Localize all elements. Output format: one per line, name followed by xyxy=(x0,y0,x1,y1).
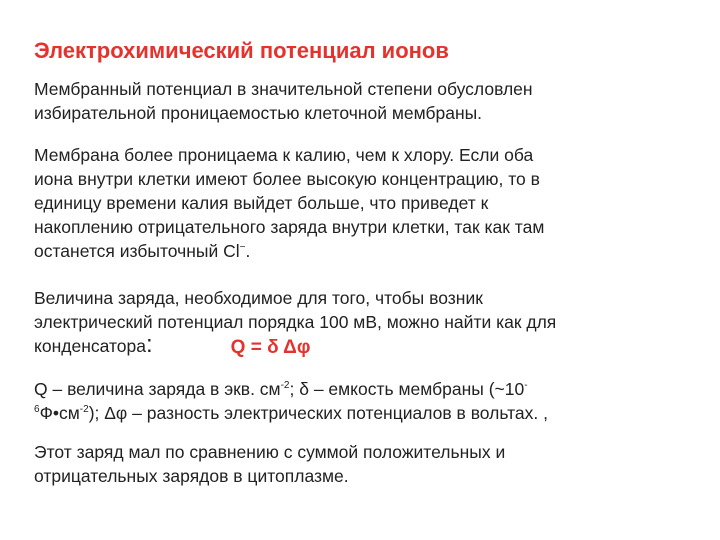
text-fragment: . xyxy=(245,241,251,261)
text-line xyxy=(34,401,704,425)
text-line: единицу времени калия выйдет больше, что приведет к xyxy=(34,193,489,213)
paragraph-membrane-potential xyxy=(34,77,704,125)
paragraph-permeability xyxy=(34,143,704,263)
text-fragment: ; δ – емкость мембраны (~10 xyxy=(289,379,525,399)
superscript: − xyxy=(239,242,246,253)
text-line: отрицательных зарядов в цитоплазме. xyxy=(34,466,349,486)
text-line: избирательной проницаемостью клеточной мембраны. xyxy=(34,103,483,123)
slide-title: Электрохимический потенциал ионов xyxy=(34,38,449,63)
superscript: - xyxy=(524,380,528,391)
text-line-chloride xyxy=(34,239,704,263)
text-line xyxy=(34,377,704,401)
text-line: Величина заряда, необходимое для того, чтобы возник xyxy=(34,288,483,308)
text-line-capacitor xyxy=(34,331,704,359)
text-fragment: останется избыточный Cl xyxy=(34,241,240,261)
text-line: Мембрана более проницаема к калию, чем к хлору. Если оба xyxy=(34,145,534,165)
text-fragment: ); Δφ – разность электрических потенциалов в вольтах. , xyxy=(88,403,549,423)
text-fragment: Q – величина заряда в экв. см xyxy=(34,379,281,399)
colon: : xyxy=(145,331,153,358)
text-fragment: конденсатора xyxy=(34,336,146,356)
text-line: электрический потенциал порядка 100 мВ, можно найти как для xyxy=(34,312,557,332)
text-line: иона внутри клетки имеют более высокую концентрацию, то в xyxy=(34,169,540,189)
superscript: -2 xyxy=(280,380,290,391)
text-fragment: Ф•см xyxy=(39,403,80,423)
paragraph-definitions xyxy=(34,377,704,425)
superscript: -2 xyxy=(79,404,89,415)
paragraph-charge-magnitude xyxy=(34,286,704,359)
text-line: Мембранный потенциал в значительной степени обусловлен xyxy=(34,79,533,99)
text-line: накоплению отрицательного заряда внутри клетки, так как там xyxy=(34,217,545,237)
superscript: 6 xyxy=(34,404,40,415)
formula: Q = δ Δφ xyxy=(230,337,311,358)
paragraph-conclusion xyxy=(34,440,704,488)
text-line: Этот заряд мал по сравнению с суммой положительных и xyxy=(34,442,506,462)
